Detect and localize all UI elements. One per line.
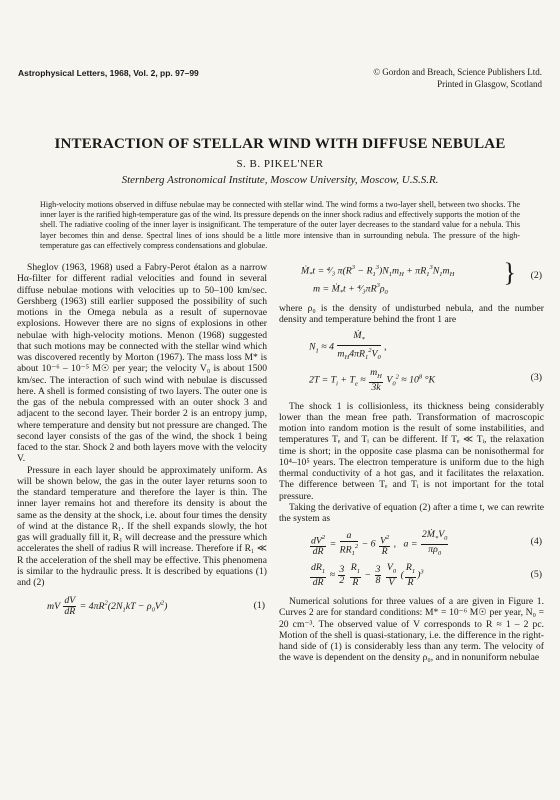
equation-3-number: (3) xyxy=(530,371,542,383)
paragraph-intro: Sheglov (1963, 1968) used a Fabry-Perot étalon as a narrow Hα-filter for different radial velocities and found in several diffuse nebulae motions with velocities up to 50–100 km/sec. Gershberg (1963) still earlier supposed the possibility of such motions in the Omega nebula as a result of supernovae explosions. However there are no signs of explosions in other nebulae with high-velocity motions. Menon (1968) suggested that such motions may be connected with the stellar wind which was discovered recently by Morton (1967). The mass loss M* is about 10⁻⁶ – 10⁻⁵ M☉ per year; the velocity V₀ is about 1500 km/sec. The interaction of such wind with nebulae is discussed here. A shell is formed consisting of two layers. The outer one is the gas of the nebula compressed with an outer shock 3 and adjacent to the second layer. Their border 2 is an entropy jump, where temperature and density but not pressure are changed. The second layer consists of the gas of the wind, the shock 1 being faced to the star. Shock 2 and both layers move with the velocity V. xyxy=(17,262,267,465)
publisher-info xyxy=(373,66,542,90)
paragraph-derivative: Taking the derivative of equation (2) after a time t, we can rewrite the system as xyxy=(279,501,544,525)
equation-3: $2T = T_i + T_e$ ≈ $\frac{m_H}{3k}$ $V_0^2 \approx 10^8$ °K (3) xyxy=(309,366,542,393)
article-author: S. B. PIKEL'NER xyxy=(236,158,324,170)
right-column xyxy=(279,258,544,664)
equation-5-number: (5) xyxy=(530,569,542,581)
paragraph-density: where ρ₀ is the density of undisturbed nebula, and the number density and temperature behind the front 1 are xyxy=(279,302,544,326)
paragraph-numerical: Numerical solutions for three values of a are given in Figure 1. Curves 2 are for standard conditions: M* = 10⁻⁶ M☉ per year, N₀ = 20 cm⁻³. The observed value of V corresponds to R ≈ 1 – 2 pc. Motion of the shell is quasi-stationary, i.e. the difference in the right-hand side of (1) is considerably less than any term. The velocity of the wave is dependent on the density ρ₀, and in nonuniform nebulae xyxy=(279,596,544,664)
equation-5: $\frac{dR_1}{dR}$ ≈ $\frac{3}{2}$ $\frac{R_1}{R}$ − $\frac{3}{8}$ $\frac{V_0}{V}$ ( $\frac{R_1}{R}$ )$^3$ (5) xyxy=(311,562,542,589)
equation-n1: $N_1 \approx 4$ $\frac{Ṁ_*}{m_H4\pi R_1^2V_0}$ , xyxy=(309,330,387,362)
article-affiliation: Sternberg Astronomical Institute, Moscow University, Moscow, U.S.S.R. xyxy=(121,174,439,186)
equation-2-number: (2) xyxy=(530,270,542,281)
equation-1: mV $\frac{dV}{dR}$ = $4\pi R^2(2N_1kT - \rho_0V^2)$ (1) xyxy=(47,595,265,618)
printed-line: Printed in Glasgow, Scotland xyxy=(437,79,542,89)
paragraph-shock: The shock 1 is collisionless, its thickness being considerably lower than the mean free path. Transformation of macroscopic motion into random motion is the result of some instabilities, and temperatures Tₑ and Tᵢ can be different. If Tₑ ≪ Tᵢ, the relaxation time is short; in the opposite case plasma can be nonisothermal for 10⁴–10⁵ years. The electron temperature is uniform due to the high thermal conductivity of a hot gas, and it facilitates the relaxation. The difference between Tₑ and Tᵢ is not important for the total pressure. xyxy=(279,400,544,502)
equation-1-number: (1) xyxy=(253,600,265,612)
left-column xyxy=(17,262,267,621)
equation-4-number: (4) xyxy=(530,536,542,548)
publisher-line: © Gordon and Breach, Science Publishers Ltd. xyxy=(373,67,542,77)
article-title: INTERACTION OF STELLAR WIND WITH DIFFUSE NEBULAE xyxy=(54,136,506,152)
equation-4: $\frac{dV^2}{dR}$ = $\frac{a}{RR_1^2}$ − 6 $\frac{V^2}{R}$ , a = $\frac{2Ṁ_*V_0}{\pi\rho_0}$ (4) xyxy=(311,529,542,558)
article-abstract: High-velocity motions observed in diffuse nebulae may be connected with stellar wind. The wind forms a two-layer shell, between two shocks. The inner layer is the rarified high-temperature gas of the wind. Its pressure depends on the inner shock radius and effectively supports the motion of the shell. The radiative cooling of the inner layer is insignificant. The temperature of the outer layer decreases to the standard value for a nebula. This layer becomes thin and dense. Spectral lines of ions should be a little more intensive than in surrounding nebula. The pressure of the high-temperature gas can effectively compress condensations and globulae. xyxy=(40,200,520,250)
equation-2: Ṁ$_*$t = ⁴⁄₃ $\pi(R^3 - R_1^3)N_1m_H + \pi R_1^3N_1m_H$ m = Ṁ$_*$t + $^4⁄_3\pi R^3\rho_0$ } (2) xyxy=(301,258,542,297)
paragraph-pressure: Pressure in each layer should be approximately uniform. As will be shown below, the gas in the outer layer returns soon to the standard temperature and therefore the layer is thin. The inner layer remains hot and therefore its density is about the same as the density at the shock, i.e. about four times the density of wind at the distance R₁. If the shell expands slowly, the hot gas will gradually fill it, R₁ will decrease and the pressure which accelerates the shell of radius R will increase. Therefore if R₁ ≪ R the acceleration of the shell may be effective. This phenomena is similar to the hydraulic press. It is described by equations (1) and (2) xyxy=(17,464,267,588)
equation-brace: } xyxy=(503,258,516,287)
journal-citation: Astrophysical Letters, 1968, Vol. 2, pp. 97–99 xyxy=(18,68,199,78)
